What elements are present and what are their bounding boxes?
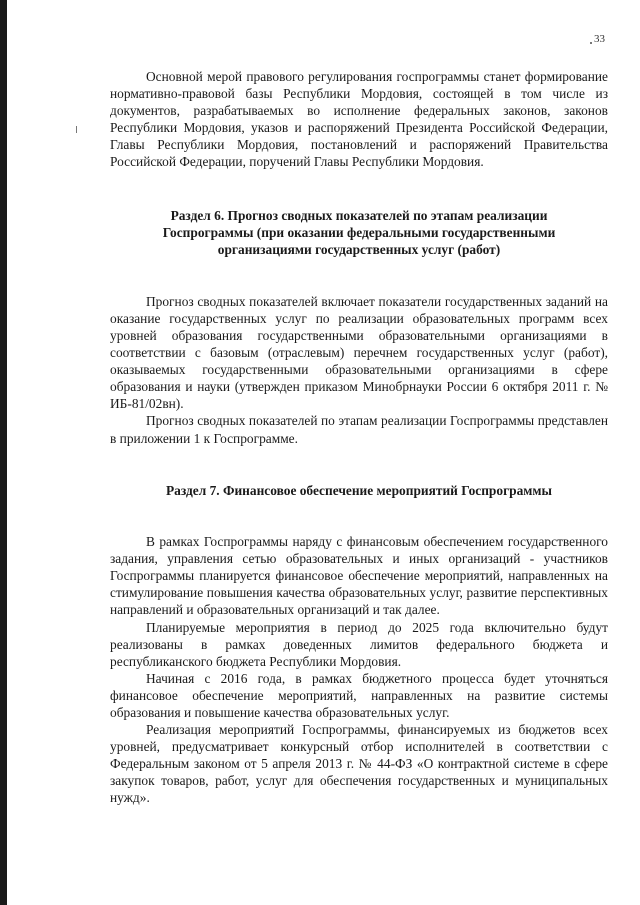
document-body — [110, 68, 608, 807]
section-7-paragraph-2: Планируемые мероприятия в период до 2025 года включительно будут реализованы в рамках доведенных лимитов федерального бюджета и республиканского бюджета Республики Мордовия. — [110, 619, 608, 669]
section-7-heading: Раздел 7. Финансовое обеспечение мероприятий Госпрограммы — [165, 482, 552, 498]
section-6-heading-line-1: Раздел 6. Прогноз сводных показателей по этапам реализации — [170, 207, 548, 223]
section-6-heading-line-2: Госпрограммы (при оказании федеральными государственными — [162, 224, 556, 240]
page-number: 33 — [594, 33, 605, 45]
spacer — [110, 259, 608, 293]
scan-edge-bar — [0, 0, 7, 905]
section-6-paragraph-2: Прогноз сводных показателей по этапам реализации Госпрограммы представлен в приложении 1 к Госпрограмме. — [110, 413, 608, 446]
margin-mark — [76, 126, 77, 133]
section-7-paragraph-4: Реализация мероприятий Госпрограммы, финансируемых из бюджетов всех уровней, предусматривает конкурсный отбор исполнителей в соответствии с Федеральным законом от 5 апреля 2013 г. № 44-ФЗ «О контрактной системе в сфере закупок товаров, работ, услуг для обеспечения государственных и муниципальных нужд». — [110, 722, 608, 806]
spacer — [110, 499, 608, 533]
section-6-heading-line-3: организациями государственных услуг (работ) — [217, 242, 501, 258]
section-7-paragraph-3: Начиная с 2016 года, в рамках бюджетного процесса будет уточняться финансовое обеспечение мероприятий, направленных на развитие системы образования и повышение качества образовательных услуг. — [110, 670, 608, 720]
section-6-paragraph-1: Прогноз сводных показателей включает показатели государственных заданий на оказание государственных услуг по реализации образовательных программ всех уровней образования государственными образовательными организациями в соответствии с базовым (отраслевым) перечнем государственных услуг (работ), оказываемых государственными образовательными организациями в сфере образования и науки (утвержден приказом Минобрнауки России 6 октября 2011 г. № ИБ-81/02вн). — [110, 293, 608, 412]
section-6-heading — [110, 207, 608, 259]
section-7-paragraph-1: В рамках Госпрограммы наряду с финансовым обеспечением государственного задания, управления сетью образовательных и иных организаций - участников Госпрограммы планируется финансовое обеспечение мероприятий, направленных на стимулирование повышения качества образовательных услуг, развитие перспективных направлений и образовательных организаций и так далее. — [110, 534, 608, 618]
spacer — [110, 447, 608, 482]
spacer — [110, 171, 608, 207]
scan-dot — [590, 42, 592, 44]
intro-paragraph: Основной мерой правового регулирования госпрограммы станет формирование нормативно-правовой базы Республики Мордовия, состоящей в том числе из документов, разрабатываемых во исполнение федеральных законов, законов Республики Мордовия, указов и распоряжений Президента Российской Федерации, Главы Республики Мордовия, постановлений и распоряжений Правительства Российской Федерации, поручений Главы Республики Мордовия. — [110, 69, 608, 170]
